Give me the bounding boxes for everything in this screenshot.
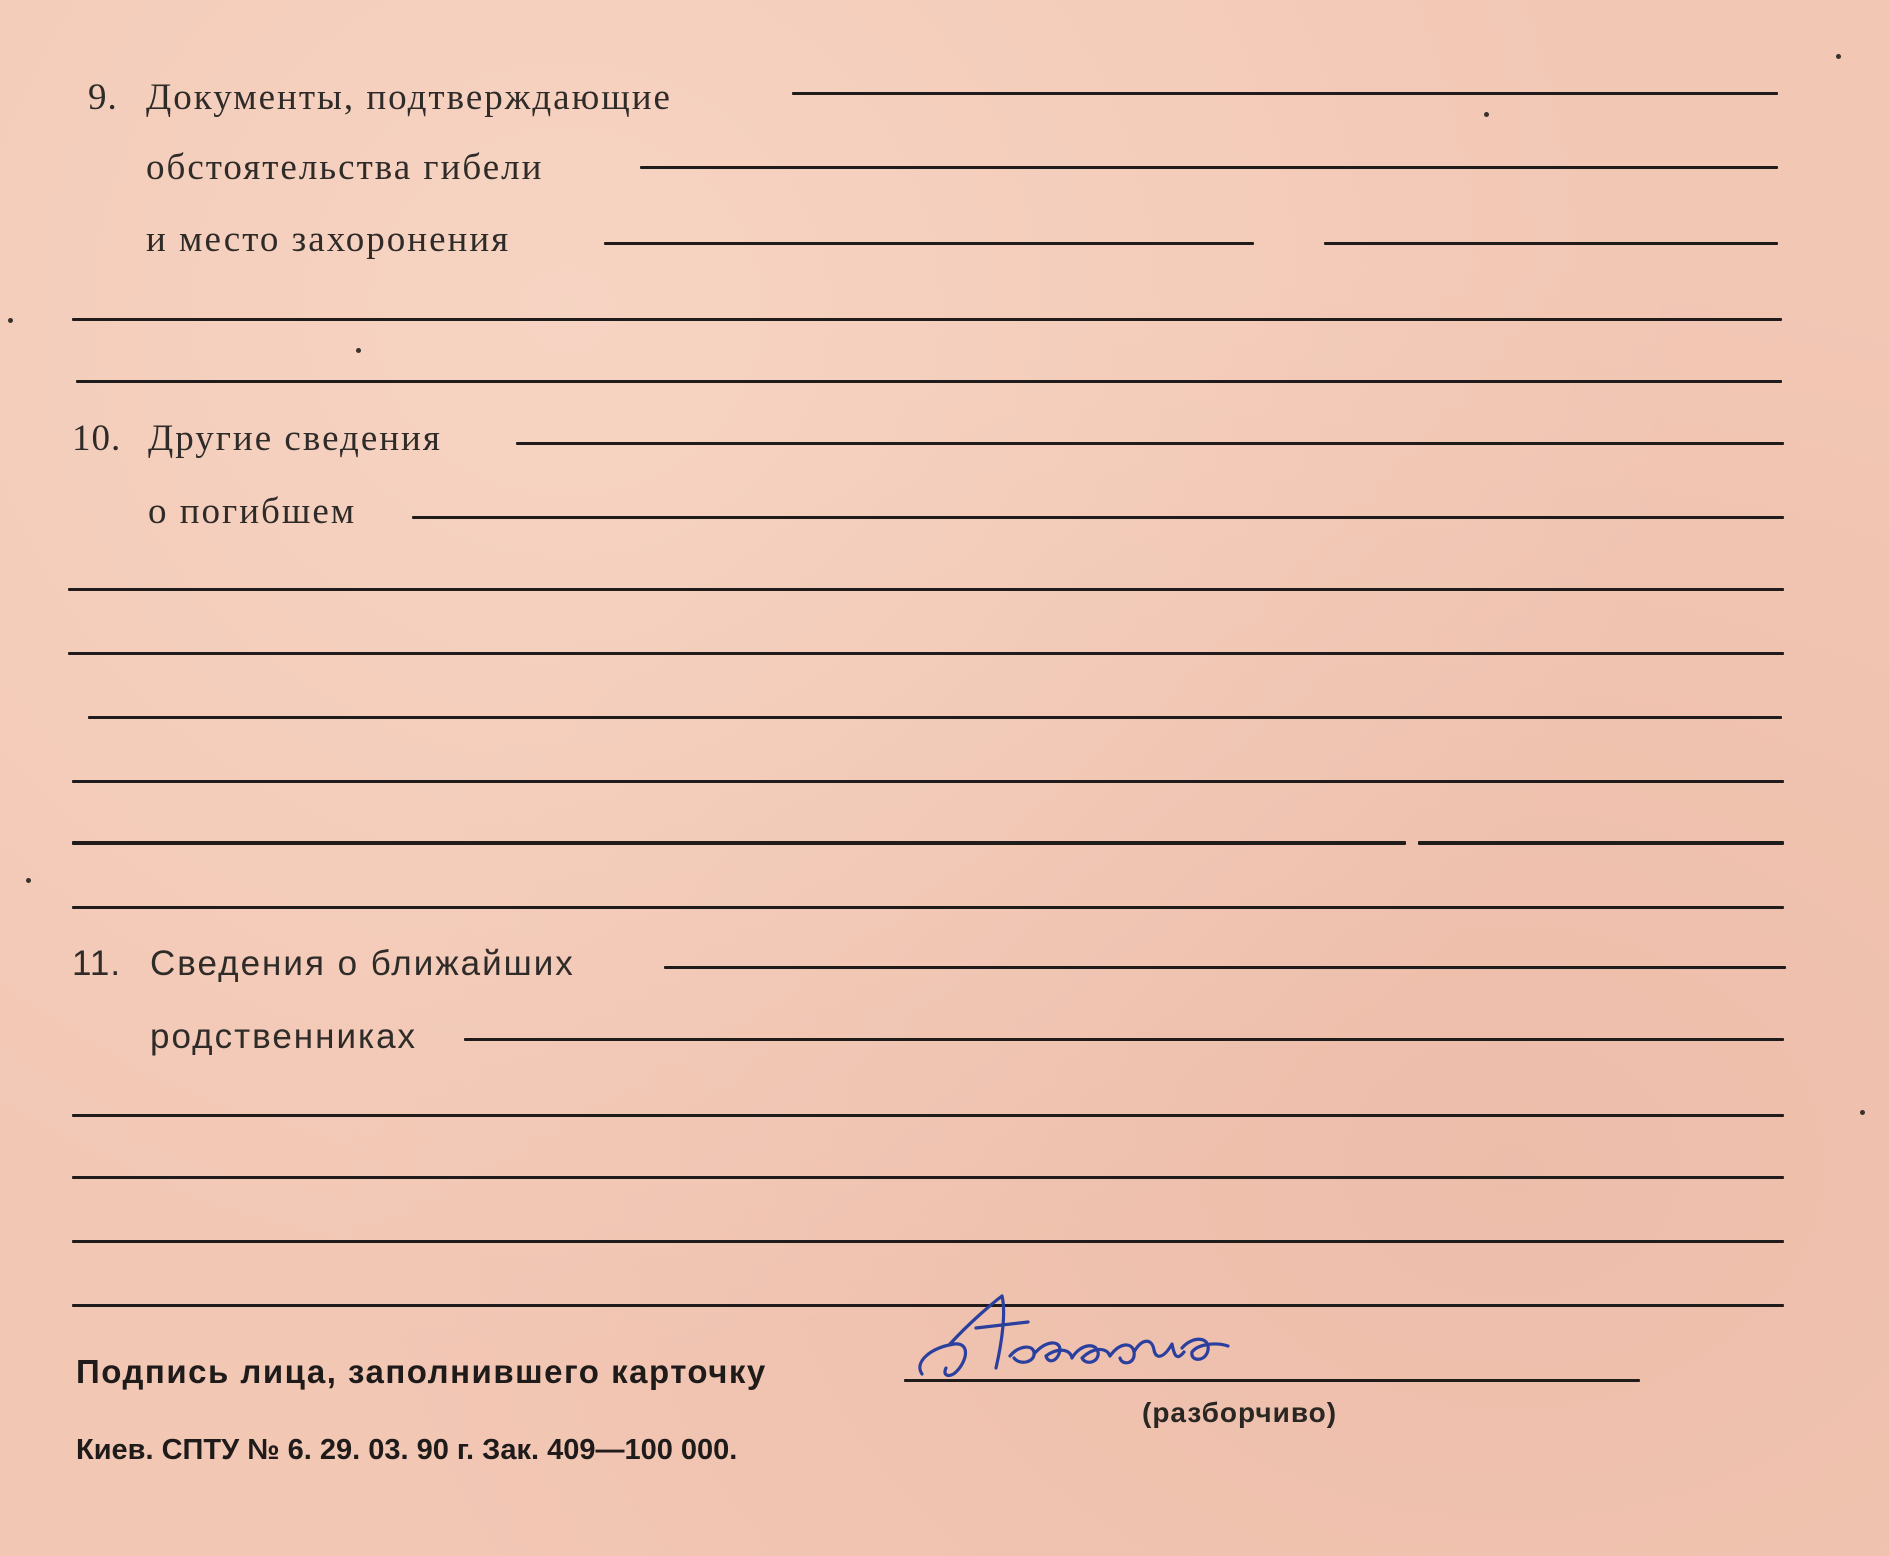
fill-line xyxy=(516,442,1784,445)
paper-speck xyxy=(356,348,361,353)
fill-line xyxy=(72,780,1784,783)
print-imprint: Киев. СПТУ № 6. 29. 03. 90 г. Зак. 409—100 000. xyxy=(76,1434,738,1466)
section-10-label-line-2: о погибшем xyxy=(148,491,357,532)
section-9-label-line-1: Документы, подтверждающие xyxy=(146,77,672,118)
fill-line xyxy=(72,318,1782,321)
fill-line xyxy=(1418,841,1784,845)
fill-line xyxy=(464,1038,1784,1041)
fill-line xyxy=(664,966,1786,969)
fill-line xyxy=(604,242,1254,245)
fill-line xyxy=(72,1114,1784,1117)
fill-line xyxy=(72,1240,1784,1243)
section-10-number: 10. xyxy=(72,418,122,459)
paper-speck xyxy=(1484,112,1489,117)
fill-line xyxy=(72,906,1784,909)
fill-line xyxy=(1324,242,1778,245)
fill-line xyxy=(68,652,1784,655)
section-9-label-line-2: обстоятельства гибели xyxy=(146,147,544,188)
fill-line xyxy=(72,1176,1784,1179)
handwritten-signature xyxy=(910,1282,1270,1392)
fill-line xyxy=(412,516,1784,519)
paper-speck xyxy=(1836,54,1841,59)
fill-line xyxy=(640,166,1778,169)
paper-speck xyxy=(8,318,13,323)
fill-line xyxy=(76,380,1782,383)
fill-line xyxy=(72,841,1406,845)
paper-speck xyxy=(26,878,31,883)
section-10-label-line-1: Другие сведения xyxy=(148,418,442,459)
section-9-number: 9. xyxy=(88,77,118,118)
section-11-label-line-1: Сведения о ближайших xyxy=(150,944,575,983)
fill-line xyxy=(88,716,1782,719)
section-11-number: 11. xyxy=(72,944,122,983)
paper-speck xyxy=(1860,1110,1865,1115)
fill-line xyxy=(792,92,1778,95)
section-11-label-line-2: родственниках xyxy=(150,1017,418,1056)
signature-label: Подпись лица, заполнившего карточку xyxy=(76,1353,767,1390)
section-9-label-line-3: и место захоронения xyxy=(146,219,511,260)
fill-line xyxy=(68,588,1784,591)
signature-hint: (разборчиво) xyxy=(1142,1397,1338,1428)
